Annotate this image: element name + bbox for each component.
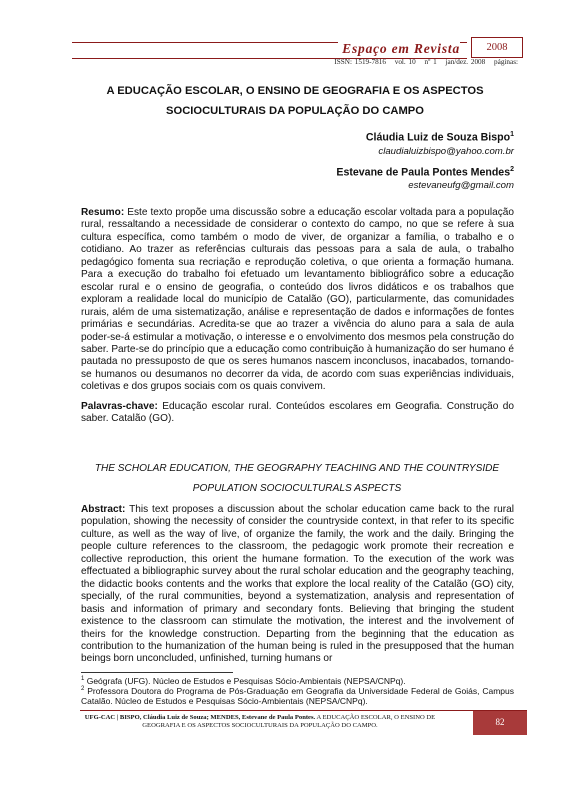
english-title-line-2: POPULATION SOCIOCULTURALS ASPECTS (192, 483, 402, 494)
issn: ISSN: 1519-7816 (334, 58, 386, 66)
footnote-mark: 1 (510, 131, 514, 138)
footer-citation-rest: A EDUCAÇÃO ESCOLAR, O ENSINO DE GEOGRAFIA E OS ASPECTOS SOCIOCULTURAIS DA POPULAÇÃO DO CAMPO. (142, 714, 436, 730)
author-email[interactable]: estevaneufg@gmail.com (408, 180, 514, 192)
author-name: Cláudia Luiz de Souza Bispo$^1$ (365, 131, 514, 144)
period: jan/dez. 2008 (445, 58, 486, 66)
abstract-text: This text proposes a discussion about the scholar education came back to the rural population, showing the necessity of consider the countryside context, in that refer to its specific culture, as well as the way of live, of organize the family, the work and the daily. Bringing the people culture references to the classroom, the pedagogic work promote their recreation e collective reproduction, this orient the humane formation. To the execution of the work was effectuated a bibliographic survey about the rural scholar education and the geography teaching, the didactic books contents and the works that explore the local reality of the Catalão (GO) city, specially, of the rural communities, beyond a systematization, analysis and representation of basis and information of primary and secondary fonts. Believing that bringing the student existence to the classroom can stimulate the motivation, the interest and the involvement of theirs for the knowledge construction. Departing from the beginning that the education as contribution to the humanization of the human being is ruled in the presupposed that the human beings born unconcluded, unfinished, turning humans or (81, 504, 514, 665)
footer-citation (80, 714, 440, 730)
pages-label: páginas: (494, 58, 518, 66)
footer-citation-bold: UFG-CAC | BISPO, Cláudia Luiz de Souza; MENDES, Estevane de Paula Pontes. (84, 714, 316, 721)
article-title (80, 81, 510, 121)
english-title-line-1: THE SCHOLAR EDUCATION, THE GEOGRAPHY TEACHING AND THE COUNTRYSIDE (94, 463, 500, 474)
journal-header (72, 39, 524, 59)
english-title (78, 459, 516, 499)
author-email[interactable]: claudialuizbispo@yahoo.com.br (378, 145, 514, 157)
resumo-paragraph (81, 207, 514, 394)
footnote-mark: 2 (81, 686, 85, 692)
footnote-mark: 1 (81, 676, 85, 682)
keywords-label: Palavras-chave: (81, 401, 158, 412)
resumo-label: Resumo: (81, 207, 125, 218)
journal-title: Espaço em Revista (338, 41, 460, 57)
journal-year: 2008 (471, 37, 523, 58)
issn-line (334, 58, 518, 66)
footnote-text: Geógrafa (UFG). Núcleo de Estudos e Pesquisas Sócio-Ambientais (NEPSA/CNPq). (86, 675, 406, 686)
author-name: Estevane de Paula Pontes Mendes$^2$ (336, 165, 514, 179)
page-number: 82 (473, 711, 527, 735)
article-title-line-1: A EDUCAÇÃO ESCOLAR, O ENSINO DE GEOGRAFIA E OS ASPECTOS (106, 85, 484, 97)
article-title-line-2: SOCIOCULTURAIS DA POPULAÇÃO DO CAMPO (166, 105, 424, 117)
keywords-text: Educação escolar rural. Conteúdos escolares em Geografia. Construção do saber. Catalão (GO). (81, 401, 514, 425)
footnote-text: Professora Doutora do Programa de Pós-Graduação em Geografia da Universidade Federal de Goiás, Campus Catalão. Núcleo de Estudos e Pesquisas Sócio-Ambientais (NEPSA/CNPq). (81, 685, 514, 707)
volume: vol. 10 (394, 58, 416, 66)
footnote-rule (81, 672, 233, 673)
abstract-label: Abstract: (81, 504, 126, 515)
keywords-paragraph (81, 401, 514, 426)
footnote-2 (81, 684, 514, 707)
resumo-text: Este texto propõe uma discussão sobre a educação escolar voltada para a população rural, ressaltando a necessidade de considerar o contexto do campo, no que se refere à sua cultura específica, como também o modo de viver, de organizar a família, o trabalho e o cotidiano. Ao trazer as referências culturais das pessoas para a sala de aula, o trabalho pedagógico fomenta sua recriação e reprodução coletiva, o que orienta a formação humana. Para a execução do trabalho foi efetuado um levantamento bibliográfico sobre a educação escolar rural e o ensino de geografia, o conteúdo dos livros didáticos e os trabalhos que exploram a realidade local do município de Catalão (GO), particularmente, das comunidades rurais, além de uma sistematização, análise e representação de dados e informações de fontes primárias e secundárias. Acredita-se que ao trazer a vivência do aluno para a sala de aula poder-se-á estimular a motivação, o interesse e o envolvimento dos mesmos pela construção do saber. Parte-se do princípio que a educação como contribuição à humanização do ser humano é pautada no pressuposto de que os seres humanos nascem inconclusos, inacabados, tornando-se humanos ou desumanos no decorrer da vida, de acordo com suas experiências individuais, coletivas e dos grupos sociais com os quais convivem. (81, 207, 515, 393)
footnote-mark: 2 (510, 165, 514, 173)
author-block (336, 128, 514, 193)
issue-number: nº 1 (424, 58, 437, 66)
footer-rule (80, 710, 527, 711)
abstract-paragraph (81, 504, 514, 672)
